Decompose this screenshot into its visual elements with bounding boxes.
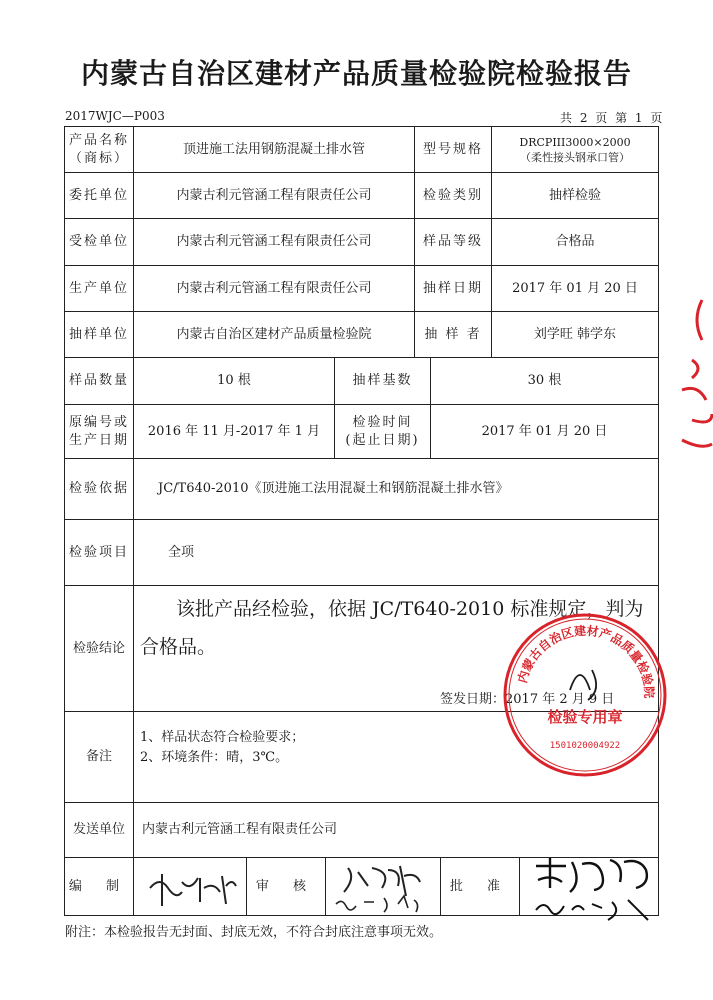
sampling-date-label: 抽样日期 [414, 265, 492, 312]
inspected-unit-label: 受检单位 [64, 218, 134, 266]
basis-value: JC/T640-2010《顶进施工法用混凝土和钢筋混凝土排水管》 [133, 458, 659, 520]
grade-value: 合格品 [491, 218, 659, 266]
model-value-line1: DRCPIII3000×2000 [519, 135, 631, 149]
seal-text: 内蒙古自治区建材产品质量检验院 [515, 623, 657, 699]
remarks-label: 备注 [64, 711, 134, 803]
model-value-line2: （柔性接头钢承口管） [520, 150, 630, 164]
inspection-time-label-cell [334, 404, 431, 459]
remarks-text [140, 728, 304, 768]
inspection-type-value: 抽样检验 [491, 172, 659, 219]
client-label: 委托单位 [64, 172, 134, 219]
page-info: 共 2 页 第 1 页 [560, 111, 665, 125]
items-label: 检验项目 [64, 519, 134, 586]
model-value-cell [491, 126, 659, 173]
report-title: 内蒙古自治区建材产品质量检验院检验报告 [80, 57, 632, 90]
product-name-value: 顶进施工法用钢筋混凝土排水管 [133, 126, 415, 173]
orig-label-line2: 生产日期 [68, 432, 129, 448]
issue-date: 签发日期：2017 年 2 月 9 日 [440, 692, 615, 707]
client-value: 内蒙古利元管涵工程有限责任公司 [133, 172, 415, 219]
approve-label: 批 准 [440, 857, 520, 916]
compile-label: 编 制 [64, 857, 134, 916]
review-label: 审 核 [246, 857, 326, 916]
producer-label: 生产单位 [64, 265, 134, 312]
footer-note: 附注：本检验报告无封面、封底无效，不符合封底注意事项无效。 [65, 925, 443, 940]
sampling-date-value: 2017 年 01 月 20 日 [491, 265, 659, 312]
sampler-value: 刘学旺 韩学东 [491, 311, 659, 358]
inspection-seal [500, 610, 670, 780]
producer-value: 内蒙古利元管涵工程有限责任公司 [133, 265, 415, 312]
conclusion-text: 该批产品经检验，依据 JC/T640-2010 标准规定，判为合格品。 [140, 598, 644, 658]
report-number: 2017WJC—P003 [65, 109, 165, 123]
items-value: 全项 [133, 519, 659, 586]
orig-label-line1: 原编号或 [68, 414, 129, 430]
send-label: 发送单位 [64, 802, 134, 858]
product-name-label: 产品名称 [68, 132, 129, 148]
edge-seal-fragment [672, 290, 713, 460]
inspection-type-label: 检验类别 [414, 172, 492, 219]
sampling-base-value: 30 根 [430, 357, 659, 405]
grade-label: 样品等级 [414, 218, 492, 266]
product-name-sublabel: （商标） [68, 150, 129, 166]
sampler-unit-value: 内蒙古自治区建材产品质量检验院 [133, 311, 415, 358]
remark-2: 2、环境条件：晴，3℃。 [140, 750, 289, 765]
sampler-unit-label: 抽样单位 [64, 311, 134, 358]
product-name-label-cell [64, 126, 134, 173]
inspection-time-label-line2: (起止日期) [345, 432, 420, 448]
basis-label: 检验依据 [64, 458, 134, 520]
inspection-time-label-line1: 检验时间 [352, 414, 413, 430]
approve-signature [528, 852, 658, 926]
orig-label-cell [64, 404, 134, 459]
review-signature [328, 858, 438, 918]
seal-code: 1501020004922 [549, 741, 621, 751]
seal-subtitle: 检验专用章 [547, 708, 623, 726]
model-label: 型号规格 [414, 126, 492, 173]
send-value: 内蒙古利元管涵工程有限责任公司 [133, 802, 659, 858]
inspected-unit-value: 内蒙古利元管涵工程有限责任公司 [133, 218, 415, 266]
remark-1: 1、样品状态符合检验要求； [140, 730, 305, 745]
conclusion-label: 检验结论 [64, 585, 134, 712]
sampler-label: 抽 样 者 [414, 311, 492, 358]
compile-signature [142, 864, 242, 912]
sampling-base-label: 抽样基数 [334, 357, 431, 405]
orig-value: 2016 年 11 月-2017 年 1 月 [133, 404, 335, 459]
quantity-value: 10 根 [133, 357, 335, 405]
inspection-time-value: 2017 年 01 月 20 日 [430, 404, 659, 459]
quantity-label: 样品数量 [64, 357, 134, 405]
